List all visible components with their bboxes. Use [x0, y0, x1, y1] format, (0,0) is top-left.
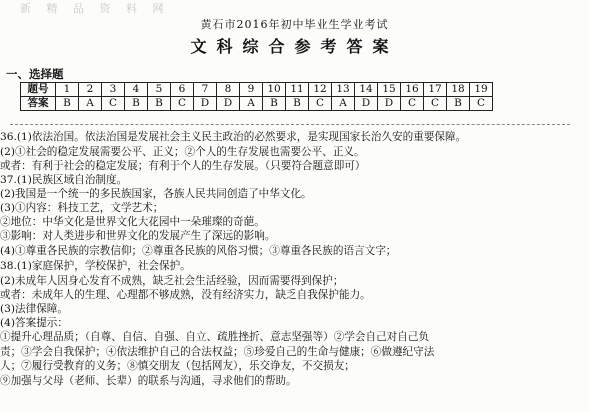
- answer-cell: C: [171, 97, 194, 111]
- answer-cell: B: [447, 97, 470, 111]
- table-row-answers: [21, 97, 493, 111]
- question-number-cell: 1: [56, 83, 79, 97]
- answer-cell: D: [378, 97, 401, 111]
- answer-line: 人；⑦履行受教育的义务；⑧慎交朋友（包括网友），乐交诤友，不交损友；: [0, 360, 355, 372]
- question-number-cell: 8: [217, 83, 240, 97]
- table-header-answer: 答案: [21, 97, 56, 111]
- answer-line: (4)答案提示：: [0, 317, 68, 329]
- answer-cell: A: [79, 97, 102, 111]
- answer-line: (2)我国是一个统一的多民族国家，各族人民共同创造了中华文化。: [0, 188, 312, 200]
- answer-cell: A: [240, 97, 263, 111]
- section-heading-choice: 一、选择题: [6, 67, 64, 81]
- question-number-cell: 17: [424, 83, 447, 97]
- answer-line: ⑨加强与父母（老师、长辈）的联系与沟通，寻求他们的帮助。: [0, 375, 297, 387]
- answer-cell: C: [401, 97, 424, 111]
- answer-line: (3)①内容：科技工艺，文学艺术；: [0, 202, 164, 214]
- question-number-cell: 5: [148, 83, 171, 97]
- table-header-number: 题号: [21, 83, 56, 97]
- answer-line: 或者：有利于社会的稳定发展；有利于个人的生存发展。（只要符合题意即可）: [0, 160, 366, 172]
- answer-line: ②地位：中华文化是世界文化大花园中一朵璀璨的奇葩。: [0, 216, 265, 228]
- answer-line: 36.(1)依法治国。依法治国是发展社会主义民主政治的必然要求，是实现国家长治久安的重要保障。: [0, 131, 467, 143]
- answer-cell: D: [194, 97, 217, 111]
- answer-line: ③影响：对人类进步和世界文化的发展产生了深远的影响。: [0, 230, 276, 242]
- question-number-cell: 6: [171, 83, 194, 97]
- question-number-cell: 12: [309, 83, 332, 97]
- answer-cell: D: [217, 97, 240, 111]
- question-number-cell: 13: [332, 83, 355, 97]
- answer-cell: B: [263, 97, 286, 111]
- answer-line: ①提升心理品质；（自尊、自信、自强、自立、疏胜挫折、意志坚强等）②学会自己对自己负: [0, 331, 430, 343]
- question-number-cell: 14: [355, 83, 378, 97]
- question-number-cell: 7: [194, 83, 217, 97]
- answer-cell: C: [102, 97, 125, 111]
- exam-subtitle: 黄石市2016年初中毕业生学业考试: [200, 18, 389, 31]
- answer-line: 或者：未成年人的生理、心理都不够成熟，没有经济实力，缺乏自我保护能力。: [0, 289, 371, 301]
- answer-cell: A: [332, 97, 355, 111]
- page-title: 文科综合参考答案: [190, 37, 399, 56]
- question-number-cell: 19: [470, 83, 493, 97]
- answer-line: 37.(1)民族区域自治制度。: [0, 174, 128, 186]
- question-number-cell: 9: [240, 83, 263, 97]
- answer-line: 责；③学会自我保护；④依法维护自己的合法权益；⑤珍爱自己的生命与健康；⑥做遵纪守法: [0, 346, 435, 358]
- answer-line: (4)①尊重各民族的宗教信仰；②尊重各民族的风俗习惯；③尊重各民族的语言文字；: [0, 245, 397, 257]
- answer-cell: C: [309, 97, 332, 111]
- question-number-cell: 15: [378, 83, 401, 97]
- table-row-numbers: [21, 83, 493, 97]
- answer-cell: B: [148, 97, 171, 111]
- answer-cell: B: [56, 97, 79, 111]
- question-number-cell: 3: [102, 83, 125, 97]
- question-number-cell: 2: [79, 83, 102, 97]
- question-number-cell: 10: [263, 83, 286, 97]
- answer-cell: C: [424, 97, 447, 111]
- answer-cell: B: [125, 97, 148, 111]
- divider: [10, 124, 570, 125]
- question-number-cell: 4: [125, 83, 148, 97]
- question-number-cell: 18: [447, 83, 470, 97]
- question-number-cell: 16: [401, 83, 424, 97]
- answer-cell: B: [286, 97, 309, 111]
- answer-line: (3)法律保障。: [0, 303, 68, 315]
- answer-line: (2)①社会的稳定发展需要公平、正义；②个人的生存发展也需要公平、正义。: [0, 146, 365, 158]
- question-number-cell: 11: [286, 83, 309, 97]
- answer-line: (2)未成年人因身心发育不成熟，缺乏社会生活经验，因而需要得到保护；: [0, 275, 344, 287]
- answer-table: [20, 82, 493, 111]
- watermark: 新 精 品 资 料 网: [20, 2, 170, 14]
- answer-line: 38.(1)家庭保护，学校保护，社会保护。: [0, 260, 191, 272]
- answer-cell: C: [470, 97, 493, 111]
- answer-cell: D: [355, 97, 378, 111]
